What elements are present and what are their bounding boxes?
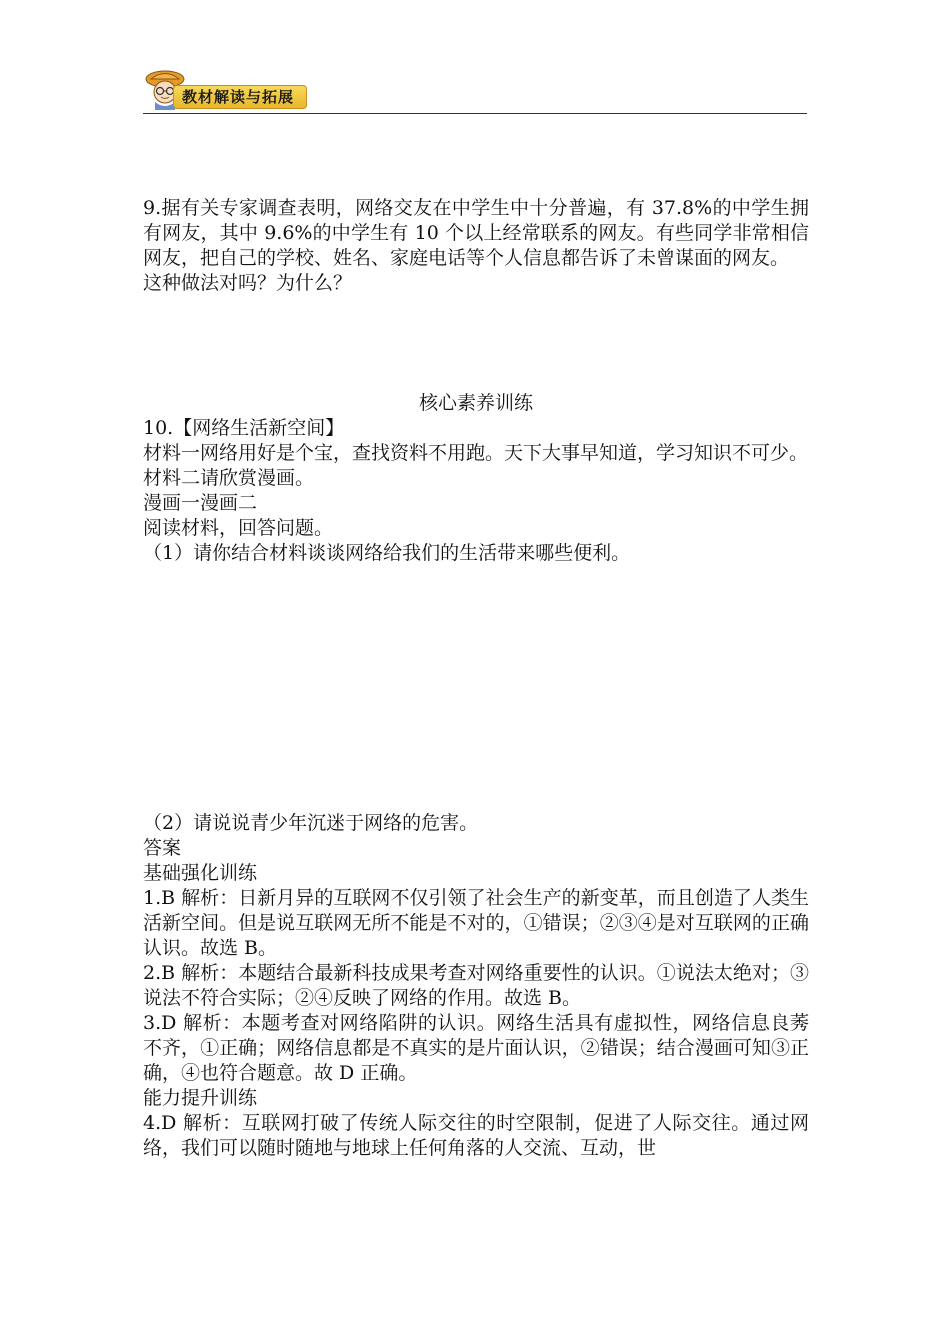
sub-question-2: （2）请说说青少年沉迷于网络的危害。 bbox=[143, 812, 479, 834]
material-2: 材料二请欣赏漫画。 bbox=[143, 467, 315, 489]
page-header bbox=[143, 66, 807, 116]
logo-banner bbox=[173, 85, 307, 109]
answer-3: 3.D 解析：本题考查对网络陷阱的认识。网络生活具有虚拟性，网络信息良莠不齐，①正确；网络信息都是不真实的是片面认识，②错误；结合漫画可知③正确，④也符合题意。故 D 正确。 bbox=[143, 1012, 809, 1084]
basic-training-heading: 基础强化训练 bbox=[143, 862, 258, 884]
document-body bbox=[143, 196, 809, 1161]
material-1: 材料一网络用好是个宝，查找资料不用跑。天下大事早知道，学习知识不可少。 bbox=[143, 442, 809, 464]
header-divider bbox=[143, 113, 807, 114]
answer-space bbox=[143, 566, 809, 811]
question-9-text: 9.据有关专家调查表明，网络交友在中学生中十分普遍，有 37.8%的中学生拥有网友，其中 9.6%的中学生有 10 个以上经常联系的网友。有些同学非常相信网友，把自己的学校、姓名、家庭电话等个人信息都告诉了未曾谋面的网友。 bbox=[143, 197, 809, 269]
reading-instruction: 阅读材料，回答问题。 bbox=[143, 517, 334, 539]
question-10-title: 10.【网络生活新空间】 bbox=[143, 417, 345, 439]
answer-space bbox=[143, 296, 809, 391]
ability-training-heading: 能力提升训练 bbox=[143, 1087, 258, 1109]
section-title: 核心素养训练 bbox=[418, 392, 533, 414]
answers-heading: 答案 bbox=[143, 837, 182, 859]
answer-1: 1.B 解析：日新月异的互联网不仅引领了社会生产的新变革，而且创造了人类生活新空间。但是说互联网无所不能是不对的，①错误；②③④是对互联网的正确认识。故选 B。 bbox=[143, 887, 809, 959]
answer-2: 2.B 解析：本题结合最新科技成果考查对网络重要性的认识。①说法太绝对；③说法不符合实际；②④反映了网络的作用。故选 B。 bbox=[143, 962, 809, 1009]
sub-question-1: （1）请你结合材料谈谈网络给我们的生活带来哪些便利。 bbox=[143, 542, 631, 564]
answer-4: 4.D 解析：互联网打破了传统人际交往的时空限制，促进了人际交往。通过网络，我们可以随时随地与地球上任何角落的人交流、互动，世 bbox=[143, 1112, 809, 1159]
logo-text: 教材解读与拓展 bbox=[182, 88, 295, 106]
comics-caption: 漫画一漫画二 bbox=[143, 492, 258, 514]
question-9-prompt: 这种做法对吗？为什么？ bbox=[143, 272, 353, 294]
